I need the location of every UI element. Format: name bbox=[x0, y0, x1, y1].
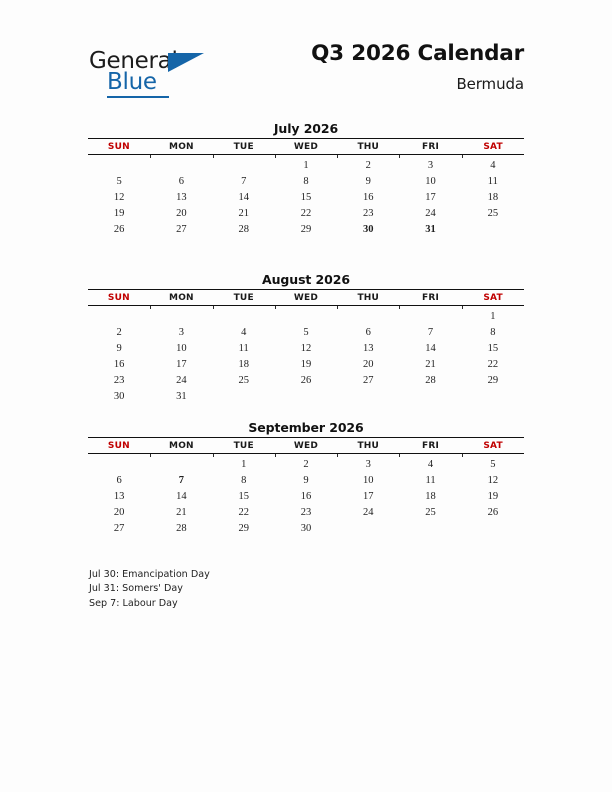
weekday-header-wed: WED bbox=[275, 290, 337, 306]
day-cell-weekend[interactable]: 5 bbox=[490, 458, 496, 470]
column-tick bbox=[150, 306, 151, 309]
day-cell-empty bbox=[399, 388, 461, 404]
weekday-header-tue: TUE bbox=[213, 139, 275, 155]
day-cell-empty bbox=[275, 306, 337, 325]
week-row bbox=[88, 189, 524, 205]
column-tick bbox=[275, 306, 276, 309]
column-tick bbox=[213, 306, 214, 309]
day-cell[interactable]: 18 bbox=[238, 358, 249, 370]
column-tick bbox=[399, 155, 400, 158]
day-cell[interactable]: 21 bbox=[238, 207, 249, 219]
week-row bbox=[88, 472, 524, 488]
logo-text-blue: Blue bbox=[107, 69, 157, 95]
day-cell[interactable]: 22 bbox=[238, 506, 249, 518]
day-cell-weekend[interactable]: 8 bbox=[490, 326, 496, 338]
day-cell-weekend[interactable]: 1 bbox=[490, 310, 496, 322]
column-tick bbox=[337, 155, 338, 158]
day-cell[interactable]: 10 bbox=[363, 474, 374, 486]
day-cell[interactable]: 9 bbox=[365, 175, 371, 187]
day-cell-weekend[interactable]: 2 bbox=[116, 326, 122, 338]
logo-text-general: General bbox=[89, 48, 178, 74]
column-tick bbox=[150, 454, 151, 457]
title-block bbox=[311, 42, 524, 93]
day-cell[interactable]: 29 bbox=[300, 223, 312, 235]
day-cell[interactable]: 25 bbox=[238, 374, 249, 386]
day-cell[interactable]: 5 bbox=[303, 326, 309, 338]
week-row bbox=[88, 306, 524, 325]
week-row bbox=[88, 372, 524, 388]
day-cell-weekend[interactable]: 26 bbox=[113, 223, 125, 235]
day-cell[interactable]: 13 bbox=[363, 342, 374, 354]
day-cell-weekend[interactable]: 15 bbox=[487, 342, 499, 354]
day-cell[interactable]: 26 bbox=[300, 374, 312, 386]
column-tick bbox=[462, 155, 463, 158]
day-cell-empty bbox=[150, 454, 212, 473]
day-cell[interactable]: 28 bbox=[238, 223, 249, 235]
column-tick bbox=[462, 454, 463, 457]
day-cell-weekend[interactable]: 13 bbox=[113, 490, 125, 502]
holiday-legend-item: Jul 30: Emancipation Day bbox=[89, 569, 210, 580]
day-cell[interactable]: 25 bbox=[425, 506, 436, 518]
week-row bbox=[88, 340, 524, 356]
day-cell[interactable]: 2 bbox=[303, 458, 309, 470]
calendar-table bbox=[88, 138, 524, 237]
weekday-header-wed: WED bbox=[275, 438, 337, 454]
day-cell-weekend[interactable]: 5 bbox=[116, 175, 122, 187]
day-cell[interactable]: 15 bbox=[300, 191, 312, 203]
day-cell[interactable]: 20 bbox=[176, 207, 187, 219]
day-cell-empty bbox=[150, 155, 212, 174]
day-cell[interactable]: 28 bbox=[425, 374, 436, 386]
weekday-header-row bbox=[88, 290, 524, 306]
day-cell[interactable]: 14 bbox=[176, 490, 187, 502]
column-tick bbox=[337, 454, 338, 457]
day-cell[interactable]: 4 bbox=[241, 326, 247, 338]
day-cell[interactable]: 16 bbox=[300, 490, 312, 502]
day-cell[interactable]: 28 bbox=[176, 522, 187, 534]
day-cell[interactable]: 24 bbox=[363, 506, 374, 518]
week-row bbox=[88, 173, 524, 189]
day-cell[interactable]: 1 bbox=[303, 159, 309, 171]
day-cell[interactable]: 14 bbox=[425, 342, 436, 354]
week-row bbox=[88, 356, 524, 372]
column-tick bbox=[150, 155, 151, 158]
day-cell-empty bbox=[337, 388, 399, 404]
day-cell[interactable]: 17 bbox=[176, 358, 187, 370]
column-tick bbox=[399, 306, 400, 309]
week-row bbox=[88, 454, 524, 473]
day-cell[interactable]: 17 bbox=[363, 490, 374, 502]
week-row bbox=[88, 520, 524, 536]
weekday-header-mon: MON bbox=[150, 139, 212, 155]
day-cell[interactable]: 14 bbox=[238, 191, 249, 203]
week-row bbox=[88, 488, 524, 504]
day-cell[interactable]: 29 bbox=[238, 522, 249, 534]
weekday-header-row bbox=[88, 139, 524, 155]
day-cell-empty bbox=[399, 520, 461, 536]
day-cell[interactable]: 21 bbox=[176, 506, 187, 518]
weekday-header-wed: WED bbox=[275, 139, 337, 155]
weekday-header-fri: FRI bbox=[399, 290, 461, 306]
weekday-header-sun: SUN bbox=[88, 438, 150, 454]
week-row bbox=[88, 221, 524, 237]
day-cell[interactable]: 3 bbox=[365, 458, 371, 470]
day-cell-weekend[interactable]: 12 bbox=[113, 191, 125, 203]
day-cell-empty bbox=[88, 155, 150, 174]
day-cell[interactable]: 6 bbox=[178, 175, 185, 187]
day-cell-weekend[interactable]: 16 bbox=[113, 358, 125, 370]
day-cell-empty bbox=[213, 306, 275, 325]
day-cell-weekend[interactable]: 19 bbox=[113, 207, 125, 219]
month-block-september bbox=[88, 420, 524, 536]
day-cell-weekend[interactable]: 6 bbox=[116, 474, 122, 486]
weekday-header-sun: SUN bbox=[88, 139, 150, 155]
day-cell-weekend[interactable]: 29 bbox=[487, 374, 499, 386]
weekday-header-sat: SAT bbox=[462, 438, 524, 454]
day-cell[interactable]: 1 bbox=[241, 458, 247, 470]
weekday-header-thu: THU bbox=[337, 290, 399, 306]
weekday-header-sat: SAT bbox=[462, 139, 524, 155]
page-header bbox=[0, 42, 612, 110]
column-tick bbox=[337, 306, 338, 309]
week-row bbox=[88, 504, 524, 520]
day-cell[interactable]: 31 bbox=[176, 390, 187, 402]
page-title: Q3 2026 Calendar bbox=[311, 41, 524, 66]
day-cell[interactable]: 10 bbox=[425, 175, 436, 187]
day-cell[interactable]: 7 bbox=[427, 326, 434, 338]
month-title: September 2026 bbox=[248, 420, 364, 435]
day-cell-weekend[interactable]: 26 bbox=[487, 506, 499, 518]
day-cell-weekend[interactable]: 25 bbox=[487, 207, 499, 219]
day-cell-weekend[interactable]: 11 bbox=[487, 175, 498, 187]
day-cell-weekend[interactable]: 12 bbox=[487, 474, 499, 486]
day-cell-empty bbox=[399, 306, 461, 325]
day-cell-empty bbox=[213, 388, 275, 404]
day-cell[interactable]: 27 bbox=[176, 223, 187, 235]
column-tick bbox=[275, 454, 276, 457]
day-cell[interactable]: 18 bbox=[425, 490, 436, 502]
calendar-table bbox=[88, 289, 524, 404]
weekday-header-mon: MON bbox=[150, 290, 212, 306]
day-cell[interactable]: 10 bbox=[176, 342, 187, 354]
day-cell-empty bbox=[213, 155, 275, 174]
column-tick bbox=[213, 155, 214, 158]
day-cell[interactable]: 12 bbox=[300, 342, 312, 354]
day-cell[interactable]: 15 bbox=[238, 490, 249, 502]
column-tick bbox=[462, 306, 463, 309]
day-cell[interactable]: 8 bbox=[303, 175, 309, 187]
day-cell[interactable]: 21 bbox=[425, 358, 436, 370]
day-cell-empty bbox=[462, 388, 524, 404]
day-cell[interactable]: 9 bbox=[303, 474, 309, 486]
week-row bbox=[88, 205, 524, 221]
weekday-header-thu: THU bbox=[337, 139, 399, 155]
day-cell-empty bbox=[88, 454, 150, 473]
week-row bbox=[88, 388, 524, 404]
general-blue-logo[interactable] bbox=[89, 48, 279, 104]
day-cell-empty bbox=[337, 306, 399, 325]
holiday-legend bbox=[89, 568, 509, 611]
day-cell[interactable]: 30 bbox=[300, 522, 312, 534]
day-cell-empty bbox=[462, 221, 524, 237]
day-cell[interactable]: 2 bbox=[365, 159, 371, 171]
day-cell[interactable]: 7 bbox=[241, 175, 247, 187]
weekday-header-row bbox=[88, 438, 524, 454]
day-cell-empty bbox=[275, 388, 337, 404]
day-cell[interactable]: 16 bbox=[363, 191, 374, 203]
weekday-header-sat: SAT bbox=[462, 290, 524, 306]
day-cell-empty bbox=[462, 520, 524, 536]
month-block-august bbox=[88, 272, 524, 404]
weekday-header-tue: TUE bbox=[213, 290, 275, 306]
day-cell[interactable]: 17 bbox=[425, 191, 436, 203]
day-cell[interactable]: 8 bbox=[241, 474, 247, 486]
day-cell[interactable]: 24 bbox=[176, 374, 187, 386]
day-cell-weekend[interactable]: 9 bbox=[116, 342, 122, 354]
day-cell-empty bbox=[337, 520, 399, 536]
month-title: July 2026 bbox=[273, 121, 339, 136]
day-cell[interactable]: 11 bbox=[238, 342, 249, 354]
day-cell[interactable]: 24 bbox=[425, 207, 436, 219]
day-cell[interactable]: 3 bbox=[178, 326, 185, 338]
day-cell[interactable]: 27 bbox=[363, 374, 374, 386]
day-cell[interactable]: 23 bbox=[300, 506, 312, 518]
day-cell-weekend[interactable]: 19 bbox=[487, 490, 499, 502]
day-cell-weekend[interactable]: 23 bbox=[113, 374, 125, 386]
day-cell-weekend[interactable]: 27 bbox=[113, 522, 125, 534]
day-cell[interactable]: 22 bbox=[300, 207, 312, 219]
weekday-header-fri: FRI bbox=[399, 438, 461, 454]
holiday-legend-item: Sep 7: Labour Day bbox=[89, 597, 178, 609]
day-cell[interactable]: 6 bbox=[365, 326, 371, 338]
holiday-legend-item: Jul 31: Somers' Day bbox=[89, 583, 183, 595]
month-title: August 2026 bbox=[262, 272, 350, 287]
day-cell-weekend[interactable]: 30 bbox=[113, 390, 125, 402]
weekday-header-mon: MON bbox=[150, 438, 212, 454]
day-cell-weekend[interactable]: 18 bbox=[487, 191, 499, 203]
day-cell-holiday[interactable]: 7 bbox=[178, 474, 185, 486]
day-cell[interactable]: 23 bbox=[363, 207, 374, 219]
week-row bbox=[88, 324, 524, 340]
day-cell-weekend[interactable]: 20 bbox=[113, 506, 125, 518]
day-cell-empty bbox=[150, 306, 212, 325]
calendar-table bbox=[88, 437, 524, 536]
logo-underline bbox=[107, 96, 169, 98]
month-block-july bbox=[88, 121, 524, 237]
day-cell[interactable]: 4 bbox=[427, 458, 434, 470]
weekday-header-sun: SUN bbox=[88, 290, 150, 306]
week-row bbox=[88, 155, 524, 174]
day-cell[interactable]: 3 bbox=[427, 159, 434, 171]
day-cell-holiday[interactable]: 30 bbox=[363, 223, 374, 235]
weekday-header-fri: FRI bbox=[399, 139, 461, 155]
weekday-header-tue: TUE bbox=[213, 438, 275, 454]
column-tick bbox=[275, 155, 276, 158]
day-cell-weekend[interactable]: 22 bbox=[487, 358, 499, 370]
day-cell[interactable]: 11 bbox=[425, 474, 436, 486]
page-subtitle-country: Bermuda bbox=[456, 74, 524, 93]
weekday-header-thu: THU bbox=[337, 438, 399, 454]
day-cell-empty bbox=[88, 306, 150, 325]
day-cell-weekend[interactable]: 4 bbox=[490, 159, 496, 171]
day-cell[interactable]: 13 bbox=[176, 191, 187, 203]
day-cell[interactable]: 20 bbox=[363, 358, 374, 370]
column-tick bbox=[399, 454, 400, 457]
day-cell[interactable]: 19 bbox=[300, 358, 312, 370]
column-tick bbox=[213, 454, 214, 457]
day-cell-holiday[interactable]: 31 bbox=[425, 223, 436, 235]
logo-triangle-icon bbox=[168, 53, 204, 72]
